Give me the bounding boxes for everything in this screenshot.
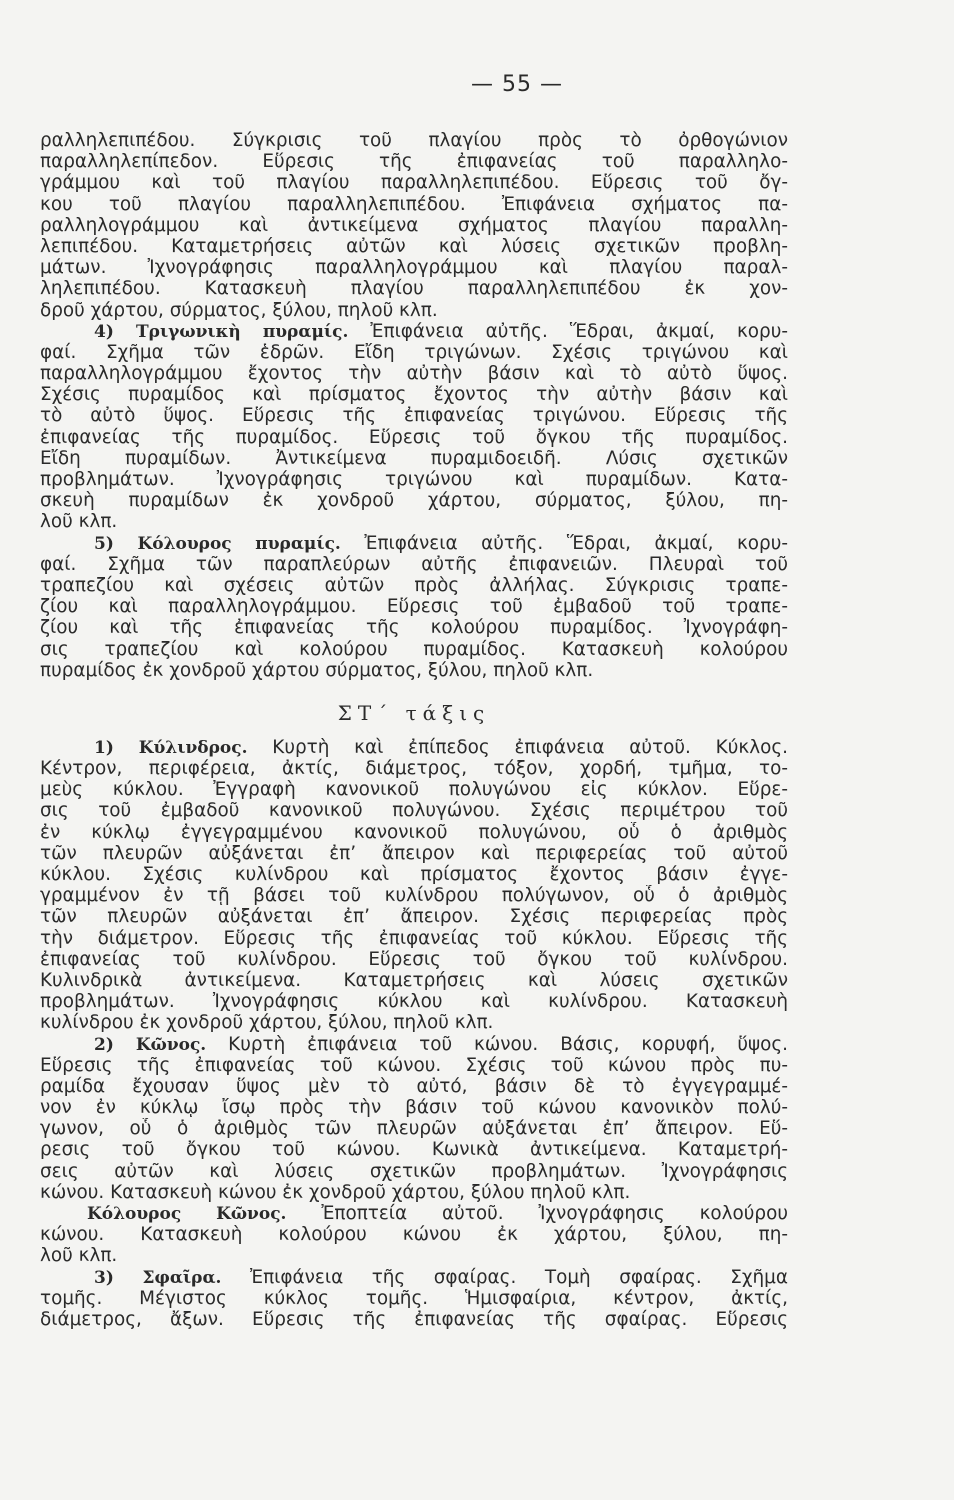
text-line [40, 575, 788, 596]
text-line [40, 363, 788, 384]
line-text: σις τοῦ ἐμβαδοῦ κανονικοῦ πολυγώνου. Σχέσις περιμέτρου τοῦ [40, 800, 788, 822]
line-text: πυραμίδος ἐκ χονδροῦ χάρτου σύρματος, ξύλου, πηλοῦ κλπ. [40, 659, 594, 681]
item-title: 4) Τριγωνικὴ πυραμίς. [94, 321, 349, 342]
text-block-before-heading [40, 130, 788, 681]
text-line [40, 1245, 788, 1266]
text-block-after-heading [40, 737, 788, 1330]
line-text: κώνου. Κατασκευὴ κώνου ἐκ χονδροῦ χάρτου, ξύλου πηλοῦ κλπ. [40, 1181, 631, 1203]
line-text: φαί. Σχῆμα τῶν παραπλεύρων αὐτῆς ἐπιφανειῶν. Πλευραὶ τοῦ [40, 553, 788, 575]
line-text: λοῦ κλπ. [40, 511, 118, 533]
text-line [40, 1034, 788, 1055]
line-text: ἐν κύκλῳ ἐγγεγραμμένου κανονικοῦ πολυγώνου, οὗ ὁ ἀριθμὸς [40, 821, 788, 843]
line-text: κώνου. Κατασκευὴ κολούρου κώνου ἐκ χάρτου, ξύλου, πη- [40, 1224, 788, 1246]
line-text: τῶν πλευρῶν αὐξάνεται ἐπ’ ἄπειρον καὶ περιφερείας τοῦ αὐτοῦ [40, 842, 788, 864]
line-text: Εἴδη πυραμίδων. Ἀντικείμενα πυραμιδοειδῆ. Λύσις σχετικῶν [40, 447, 788, 469]
line-text: γωνον, οὗ ὁ ἀριθμὸς τῶν πλευρῶν αὐξάνεται ἐπ’ ἄπειρον. Εὕ- [40, 1118, 788, 1140]
text-line [40, 885, 788, 906]
line-text: παραλληλεπίπεδον. Εὕρεσις τῆς ἐπιφανείας τοῦ παραλληλο- [40, 151, 788, 173]
text-line [40, 800, 788, 821]
text-line [40, 1012, 788, 1033]
line-text: ραμίδα ἔχουσαν ὕψος μὲν τὸ αὐτό, βάσιν δὲ τὸ ἐγγεγραμμέ- [40, 1075, 788, 1097]
text-line [40, 427, 788, 448]
line-text: τραπεζίου καὶ σχέσεις αὐτῶν πρὸς ἀλλήλας. Σύγκρισις τραπε- [40, 574, 788, 596]
line-text: σις τραπεζίου καὶ κολούρου πυραμίδος. Κατασκευὴ κολούρου [40, 638, 788, 660]
text-line [40, 1288, 788, 1309]
text-line [40, 1076, 788, 1097]
text-line [40, 1309, 788, 1330]
line-text: Ἐπιφάνεια αὐτῆς. Ἕδραι, ἀκμαί, κορυ- [348, 320, 788, 342]
text-line [40, 1182, 788, 1203]
text-line [40, 533, 788, 554]
text-line [40, 1055, 788, 1076]
section-heading-text: ΣΤ΄ τάξις [337, 700, 491, 725]
line-text: Ἐπιφάνεια αὐτῆς. Ἕδραι, ἀκμαί, κορυ- [340, 532, 788, 554]
item-title: Κόλουρος Κῶνος. [87, 1204, 287, 1224]
line-text: κυλίνδρου ἐκ χονδροῦ χάρτου, ξύλου, πηλοῦ κλπ. [40, 1012, 494, 1034]
text-line [40, 215, 788, 236]
text-line [40, 822, 788, 843]
line-text: νον ἐν κύκλῳ ἴσῳ πρὸς τὴν βάσιν τοῦ κώνου κανονικὸν πολύ- [40, 1097, 788, 1119]
text-line [40, 511, 788, 532]
line-text: Ἐποπτεία αὐτοῦ. Ἰχνογράφησις κολούρου [286, 1203, 788, 1224]
line-text: Ἐπιφάνεια τῆς σφαίρας. Τομὴ σφαίρας. Σχῆμα [221, 1266, 788, 1288]
text-line [40, 1224, 788, 1245]
text-line [40, 1203, 788, 1224]
item-title: 2) Κῶνος. [94, 1034, 207, 1055]
line-text: Κυλινδρικὰ ἀντικείμενα. Καταμετρήσεις καὶ λύσεις σχετικῶν [40, 969, 788, 991]
text-line [40, 1161, 788, 1182]
line-text: μεὺς κύκλου. Ἐγγραφὴ κανονικοῦ πολυγώνου εἰς κύκλον. Εὕρε- [40, 779, 788, 801]
line-text: μάτων. Ἰχνογράφησις παραλληλογράμμου καὶ πλαγίου παραλ- [40, 257, 788, 279]
line-text: ραλληλεπιπέδου. Σύγκρισις τοῦ πλαγίου πρὸς τὸ ὀρθογώνιον [40, 130, 788, 151]
text-line [40, 194, 788, 215]
text-line [40, 864, 788, 885]
text-line [40, 928, 788, 949]
line-text: φαί. Σχῆμα τῶν ἑδρῶν. Εἴδη τριγώνων. Σχέσις τριγώνου καὶ [40, 341, 788, 363]
item-title: 5) Κόλουρος πυραμίς. [94, 533, 341, 554]
line-text: ρεσις τοῦ ὄγκου τοῦ κώνου. Κωνικὰ ἀντικείμενα. Καταμετρή- [40, 1139, 788, 1161]
text-line [40, 1118, 788, 1139]
text-line [40, 660, 788, 681]
item-title: 3) Σφαῖρα. [94, 1267, 222, 1288]
line-text: προβλημάτων. Ἰχνογράφησις τριγώνου καὶ πυραμίδων. Κατα- [40, 469, 788, 490]
line-text: τὸ αὐτὸ ὕψος. Εὕρεσις τῆς ἐπιφανείας τριγώνου. Εὕρεσις τῆς [40, 405, 788, 427]
line-text: τομῆς. Μέγιστος κύκλος τομῆς. Ἡμισφαίρια, κέντρον, ἀκτίς, [40, 1287, 788, 1309]
text-line [40, 906, 788, 927]
line-text: προβλημάτων. Ἰχνογράφησις κύκλου καὶ κυλίνδρου. Κατασκευὴ [40, 991, 788, 1013]
text-line [40, 130, 788, 151]
page-body [40, 130, 788, 1330]
page-number: — 55 — [471, 72, 563, 97]
text-line [40, 172, 788, 193]
line-text: Κυρτὴ καὶ ἐπίπεδος ἐπιφάνεια αὐτοῦ. Κύκλος. [247, 736, 788, 758]
text-line [40, 151, 788, 172]
line-text: κύκλου. Σχέσις κυλίνδρου καὶ πρίσματος ἔχοντος βάσιν ἐγγε- [40, 864, 788, 885]
text-line [40, 469, 788, 490]
line-text: Κυρτὴ ἐπιφάνεια τοῦ κώνου. Βάσις, κορυφή, ὕψος. [206, 1033, 788, 1055]
text-line [40, 596, 788, 617]
line-text: τῶν πλευρῶν αὐξάνεται ἐπ’ ἄπειρον. Σχέσις περιφερείας πρὸς [40, 906, 788, 928]
line-text: δροῦ χάρτου, σύρματος, ξύλου, πηλοῦ κλπ. [40, 299, 438, 321]
line-text: Εὕρεσις τῆς ἐπιφανείας τοῦ κώνου. Σχέσις τοῦ κώνου πρὸς πυ- [40, 1054, 788, 1076]
line-text: παραλληλογράμμου ἔχοντος τὴν αὐτὴν βάσιν καὶ τὸ αὐτὸ ὕψος. [40, 363, 788, 385]
text-line [40, 300, 788, 321]
text-line [40, 257, 788, 278]
text-line [40, 991, 788, 1012]
line-text: σκευὴ πυραμίδων ἐκ χονδροῦ χάρτου, σύρματος, ξύλου, πη- [40, 490, 788, 512]
text-line [40, 1267, 788, 1288]
text-line [40, 278, 788, 299]
line-text: γράμμου καὶ τοῦ πλαγίου παραλληλεπιπέδου. Εὕρεσις τοῦ ὄγ- [40, 172, 788, 194]
text-line [40, 617, 788, 638]
text-line [40, 779, 788, 800]
line-text: σεις αὐτῶν καὶ λύσεις σχετικῶν προβλημάτων. Ἰχνογράφησις [40, 1160, 788, 1182]
text-line [40, 1139, 788, 1160]
line-text: διάμετρος, ἄξων. Εὕρεσις τῆς ἐπιφανείας τῆς σφαίρας. Εὕρεσις [40, 1308, 788, 1330]
item-title: 1) Κύλινδρος. [94, 737, 248, 758]
line-text: τὴν διάμετρον. Εὕρεσις τῆς ἐπιφανείας τοῦ κύκλου. Εὕρεσις τῆς [40, 927, 788, 949]
text-line [40, 405, 788, 426]
line-text: Σχέσις πυραμίδος καὶ πρίσματος ἔχοντος τὴν αὐτὴν βάσιν καὶ [40, 384, 788, 406]
text-line [40, 236, 788, 257]
line-text: λεπιπέδου. Καταμετρήσεις αὐτῶν καὶ λύσεις σχετικῶν προβλη- [40, 235, 788, 257]
text-line [40, 639, 788, 660]
section-heading [40, 689, 788, 737]
text-line [40, 384, 788, 405]
line-text: γραμμένον ἐν τῇ βάσει τοῦ κυλίνδρου πολύγωνον, οὗ ὁ ἀριθμὸς [40, 885, 788, 907]
text-line [40, 490, 788, 511]
text-line [40, 758, 788, 779]
line-text: ζίου καὶ παραλληλογράμμου. Εὕρεσις τοῦ ἐμβαδοῦ τοῦ τραπε- [40, 596, 788, 618]
line-text: Κέντρον, περιφέρεια, ἀκτίς, διάμετρος, τόξον, χορδή, τμῆμα, το- [40, 758, 788, 780]
line-text: ραλληλογράμμου καὶ ἀντικείμενα σχήματος πλαγίου παραλλη- [40, 214, 788, 236]
text-line [40, 843, 788, 864]
line-text: ἐπιφανείας τοῦ κυλίνδρου. Εὕρεσις τοῦ ὄγκου τοῦ κυλίνδρου. [40, 948, 788, 970]
line-text: κου τοῦ πλαγίου παραλληλεπιπέδου. Ἐπιφάνεια σχήματος πα- [40, 193, 788, 215]
line-text: ληλεπιπέδου. Κατασκευὴ πλαγίου παραλληλεπιπέδου ἐκ χον- [40, 278, 788, 300]
text-line [40, 737, 788, 758]
text-line [40, 1097, 788, 1118]
text-line [40, 342, 788, 363]
text-line [40, 949, 788, 970]
text-line [40, 970, 788, 991]
text-line [40, 321, 788, 342]
text-line [40, 554, 788, 575]
text-line [40, 448, 788, 469]
line-text: ἐπιφανείας τῆς πυραμίδος. Εὕρεσις τοῦ ὄγκου τῆς πυραμίδος. [40, 426, 788, 448]
line-text: ζίου καὶ τῆς ἐπιφανείας τῆς κολούρου πυραμίδος. Ἰχνογράφη- [40, 617, 788, 639]
line-text: λοῦ κλπ. [40, 1245, 118, 1267]
